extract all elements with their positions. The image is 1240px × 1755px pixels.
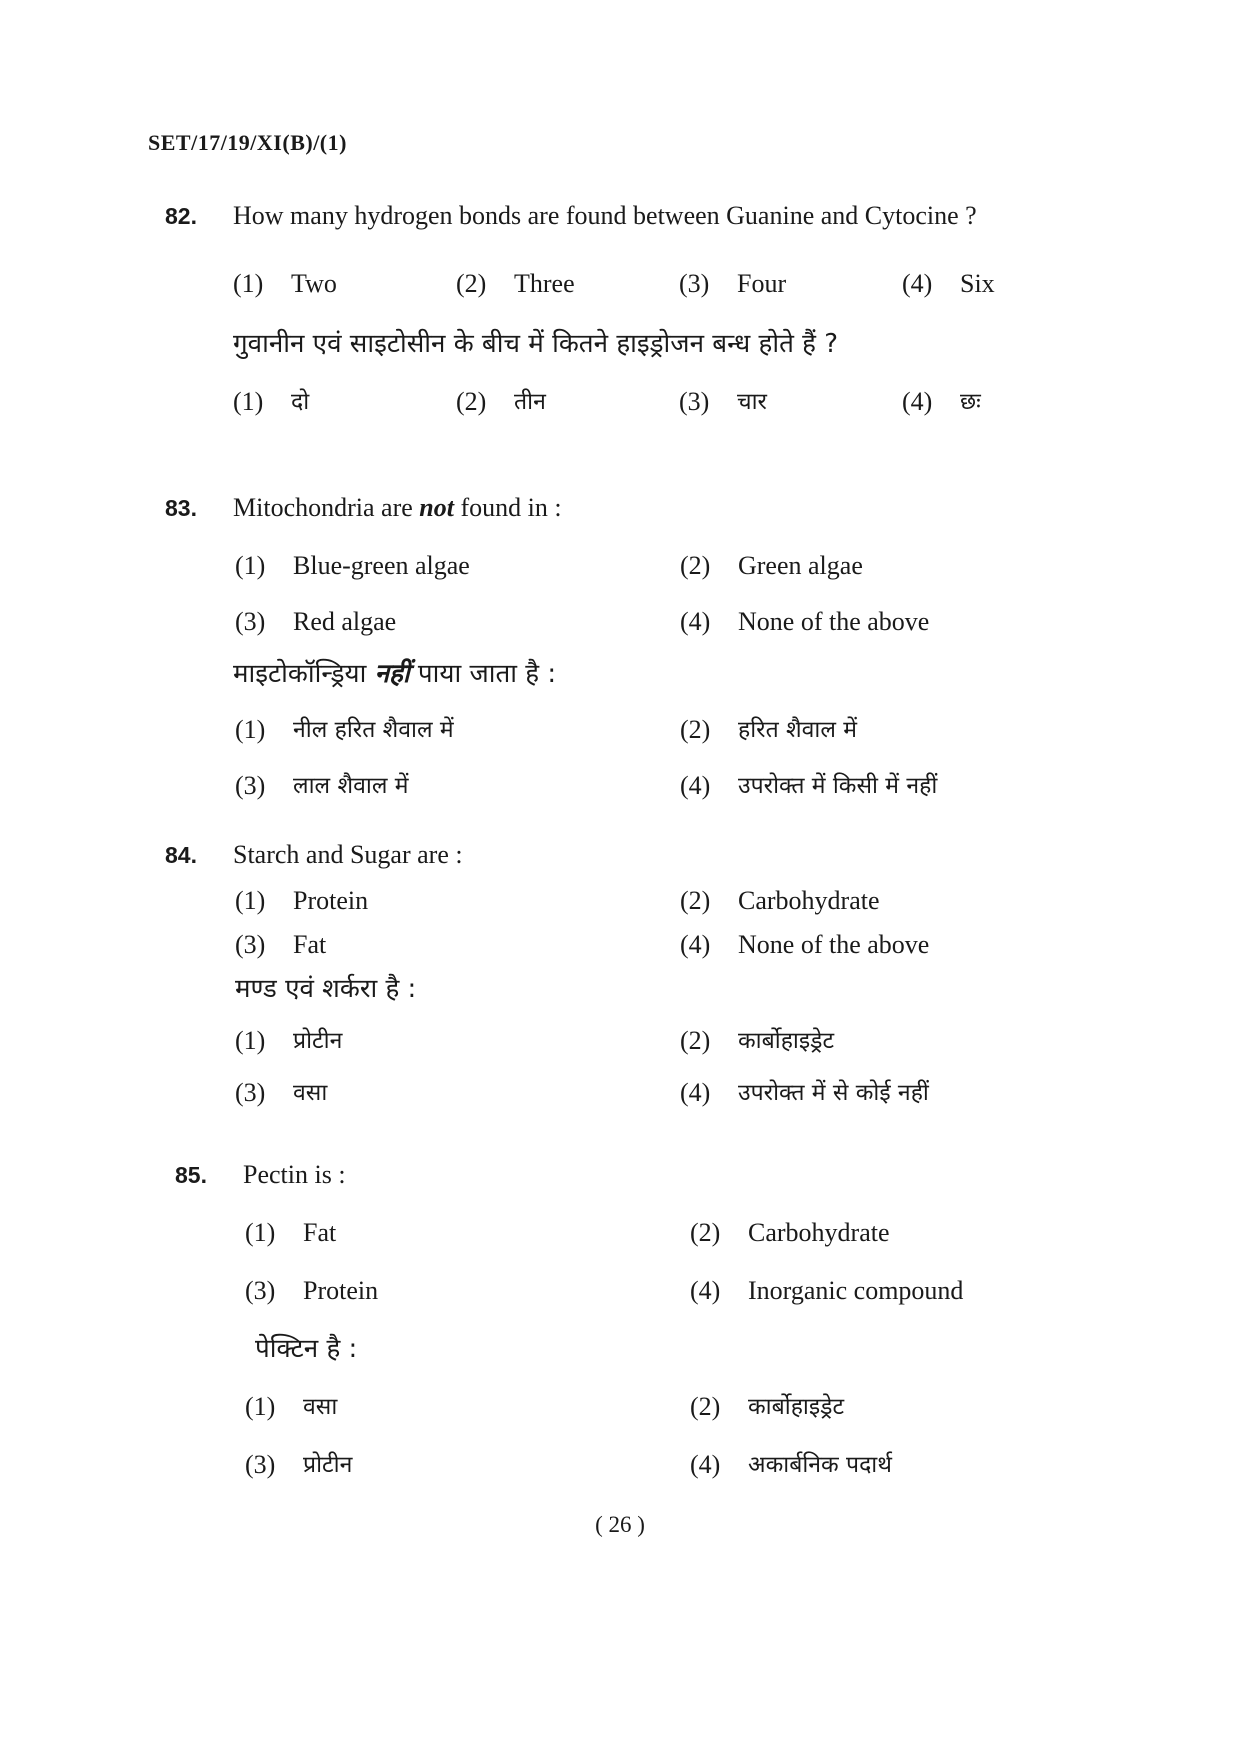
options-en-row-2	[235, 925, 1125, 965]
option-3[interactable]: (3) Red algae	[235, 607, 397, 636]
option-4[interactable]: (4) None of the above	[680, 930, 930, 959]
options-hi	[233, 382, 1125, 422]
option-2[interactable]: (2) Three	[456, 269, 575, 298]
option-1[interactable]: (1) दो	[233, 387, 310, 416]
option-4[interactable]: (4) Inorganic compound	[690, 1276, 964, 1305]
option-2[interactable]: (2) Carbohydrate	[680, 886, 880, 915]
option-4[interactable]: (4) उपरोक्त में से कोई नहीं	[680, 1078, 929, 1107]
option-4[interactable]: (4) अकार्बनिक पदार्थ	[690, 1450, 892, 1479]
page-number: ( 26 )	[595, 1512, 645, 1537]
question-number: 82.	[165, 203, 197, 229]
option-2[interactable]: (2) कार्बोहाइड्रेट	[680, 1026, 835, 1055]
option-3[interactable]: (3) लाल शैवाल में	[235, 771, 409, 800]
options-en	[233, 264, 1125, 304]
options-en-row-1	[235, 881, 1125, 921]
option-3[interactable]: (3) प्रोटीन	[245, 1450, 353, 1479]
question-82	[165, 196, 1125, 422]
option-1[interactable]: (1) Blue-green algae	[235, 551, 470, 580]
option-2[interactable]: (2) तीन	[456, 387, 546, 416]
options-hi-row-2	[235, 1073, 1125, 1113]
option-1[interactable]: (1) नील हरित शैवाल में	[235, 715, 454, 744]
option-4[interactable]: (4) उपरोक्त में किसी में नहीं	[680, 771, 938, 800]
option-4[interactable]: (4) None of the above	[680, 607, 930, 636]
option-1[interactable]: (1) Protein	[235, 886, 369, 915]
option-1[interactable]: (1) प्रोटीन	[235, 1026, 343, 1055]
option-3[interactable]: (3) Four	[679, 269, 787, 298]
question-number: 84.	[165, 842, 197, 868]
question-text-hi: मण्ड एवं शर्करा है :	[235, 974, 417, 1004]
question-text-en: Pectin is :	[243, 1160, 346, 1189]
options-hi-row-1	[235, 710, 1125, 750]
question-number: 83.	[165, 495, 197, 521]
question-text-en: Starch and Sugar are :	[233, 840, 463, 869]
options-en-row-1	[235, 546, 1125, 586]
option-1[interactable]: (1) Fat	[245, 1218, 337, 1247]
option-2[interactable]: (2) कार्बोहाइड्रेट	[690, 1392, 845, 1421]
option-4[interactable]: (4) Six	[902, 269, 995, 298]
question-84	[165, 835, 1125, 1113]
question-text-hi: माइटोकॉन्ड्रिया नहीं पाया जाता है :	[233, 659, 557, 689]
option-4[interactable]: (4) छः	[902, 387, 981, 416]
option-3[interactable]: (3) Protein	[245, 1276, 379, 1305]
options-en-row-2	[235, 602, 1125, 642]
question-number: 85.	[175, 1162, 207, 1188]
options-hi-row-1	[235, 1021, 1125, 1061]
paper-code: SET/17/19/XI(B)/(1)	[148, 130, 347, 155]
options-hi-row-2	[245, 1445, 1135, 1485]
option-3[interactable]: (3) चार	[679, 387, 767, 416]
question-text-hi: पेक्टिन है :	[255, 1334, 358, 1364]
option-2[interactable]: (2) Carbohydrate	[690, 1218, 890, 1247]
option-1[interactable]: (1) Two	[233, 269, 337, 298]
option-3[interactable]: (3) Fat	[235, 930, 327, 959]
question-83	[165, 488, 1125, 806]
option-3[interactable]: (3) वसा	[235, 1078, 328, 1107]
option-2[interactable]: (2) Green algae	[680, 551, 863, 580]
question-text-en: How many hydrogen bonds are found between Guanine and Cytocine ?	[233, 201, 977, 230]
options-en-row-1	[245, 1213, 1135, 1253]
options-en-row-2	[245, 1271, 1135, 1311]
options-hi-row-2	[235, 766, 1125, 806]
option-1[interactable]: (1) वसा	[245, 1392, 338, 1421]
question-text-hi: गुवानीन एवं साइटोसीन के बीच में कितने हाइड्रोजन बन्ध होते हैं ?	[233, 329, 839, 359]
question-text-en: Mitochondria are not found in :	[233, 493, 562, 522]
option-2[interactable]: (2) हरित शैवाल में	[680, 715, 858, 744]
question-85	[175, 1155, 1135, 1485]
options-hi-row-1	[245, 1387, 1135, 1427]
